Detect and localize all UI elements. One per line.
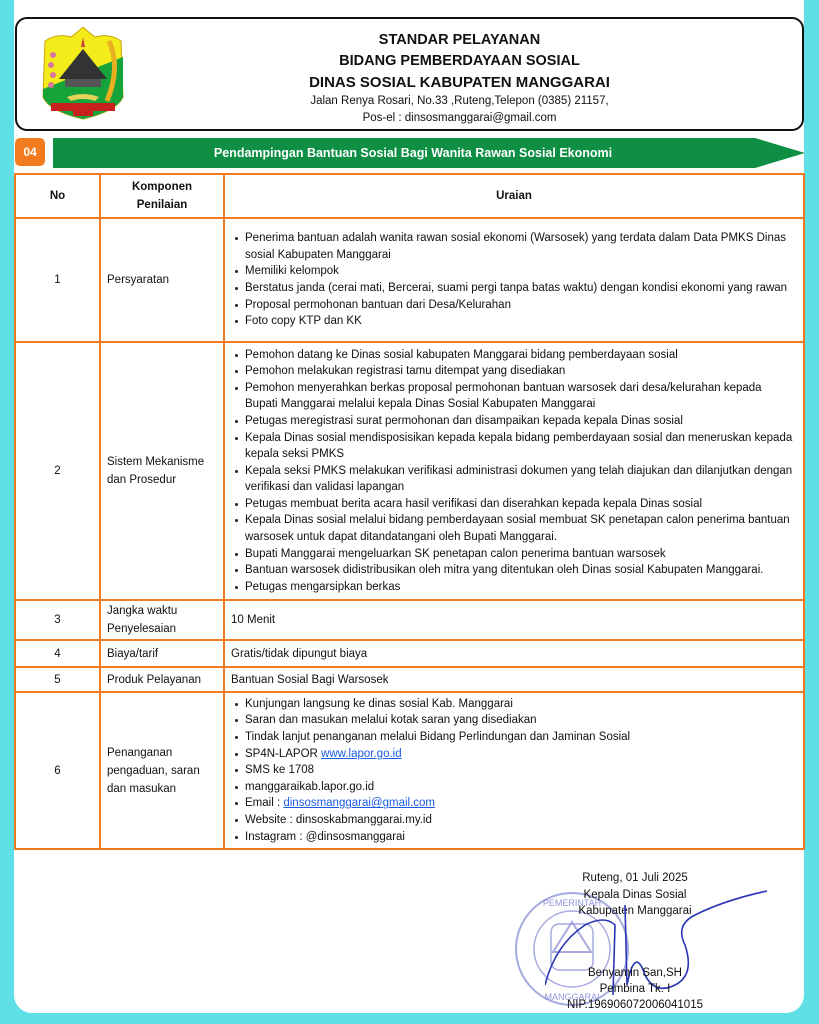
header-no: No — [15, 174, 100, 218]
row-component: Jangka waktu Penyelesaian — [100, 600, 224, 640]
list-item-email — [245, 795, 797, 812]
row-component: Penanganan pengaduan, saran dan masukan — [100, 692, 224, 849]
table-row — [15, 667, 804, 692]
table-header-row — [15, 174, 804, 218]
list-item: Petugas membuat berita acara hasil verifikasi dan diserahkan kepada kepala Dinas sosial — [245, 496, 797, 513]
signatory-name: Benyamin San,SH — [588, 967, 682, 979]
list-item: Website : dinsoskabmanggarai.my.id — [245, 812, 797, 829]
header-description: Uraian — [224, 174, 804, 218]
list-item: Kunjungan langsung ke dinas sosial Kab. Manggarai — [245, 696, 797, 713]
table-row — [15, 342, 804, 600]
row-number: 2 — [15, 342, 100, 600]
row-component: Sistem Mekanisme dan Prosedur — [100, 342, 224, 600]
list-item: Foto copy KTP dan KK — [245, 313, 797, 330]
table-row — [15, 600, 804, 640]
list-item: SMS ke 1708 — [245, 762, 797, 779]
row-number: 6 — [15, 692, 100, 849]
section-title: Pendampingan Bantuan Sosial Bagi Wanita Rawan Sosial Ekonomi — [213, 146, 613, 160]
row-number: 1 — [15, 218, 100, 342]
row-value: Gratis/tidak dipungut biaya — [224, 640, 804, 667]
list-item: Bupati Manggarai mengeluarkan SK penetapan calon penerima bantuan warsosek — [245, 546, 797, 563]
row-description — [224, 692, 804, 849]
signature-position-line1: Kepala Dinas Sosial — [583, 888, 687, 901]
email-link[interactable]: dinsosmanggarai@gmail.com — [283, 797, 435, 810]
signatory-block — [540, 965, 730, 1013]
row-description — [224, 218, 804, 342]
lapor-label: SP4N-LAPOR — [245, 747, 322, 760]
list-item: Berstatus janda (cerai mati, Bercerai, suami pergi tanpa batas waktu) dengan kondisi ekonomi yang rawan — [245, 280, 797, 297]
list-item: Bantuan warsosek didistribusikan oleh mitra yang ditentukan oleh Dinas sosial Kabupaten Manggarai. — [245, 562, 797, 579]
email-label: Email : — [245, 797, 284, 810]
header-component: Komponen Penilaian — [100, 174, 224, 218]
header-email: Pos-el : dinsosmanggarai@gmail.com — [362, 112, 557, 124]
row-component: Biaya/tarif — [100, 640, 224, 667]
header-title-line3: DINAS SOSIAL KABUPATEN MANGGARAI — [309, 74, 610, 91]
row-value: 10 Menit — [224, 600, 804, 640]
header-title-line2: BIDANG PEMBERDAYAAN SOSIAL — [339, 53, 580, 69]
signatory-rank: Pembina Tk. I — [599, 983, 671, 995]
list-item: Pemohon melakukan registrasi tamu ditempat yang disediakan — [245, 363, 797, 380]
signature-position-line2: Kabupaten Manggarai — [578, 905, 692, 917]
list-item: Kepala Dinas sosial melalui bidang pemberdayaan sosial membuat SK penetapan calon penerima bantuan warsosek untuk dapat ditandatangani oleh Bupati Manggarai. — [245, 512, 797, 545]
list-item: Pemohon datang ke Dinas sosial kabupaten Manggarai bidang pemberdayaan sosial — [245, 347, 797, 364]
row-number: 4 — [15, 640, 100, 667]
section-number-badge: 04 — [15, 138, 45, 166]
header-title-line1: STANDAR PELAYANAN — [378, 32, 541, 48]
list-item: Kepala Dinas sosial mendisposisikan kepada kepala bidang pemberdayaan sosial dan meneruskan kepada kepala seksi PMKS — [245, 430, 797, 463]
list-item: Proposal permohonan bantuan dari Desa/Kelurahan — [245, 297, 797, 314]
regency-logo-icon — [37, 27, 129, 123]
header-address: Jalan Renya Rosari, No.33 ,Ruteng,Telepon (0385) 21157, — [310, 95, 609, 107]
list-item: Petugas meregistrasi surat permohonan dan disampaikan kepada kepala Dinas sosial — [245, 413, 797, 430]
table-row — [15, 640, 804, 667]
signature-place-date: Ruteng, 01 Juli 2025 — [582, 872, 688, 884]
list-item: Saran dan masukan melalui kotak saran yang disediakan — [245, 712, 797, 729]
letterhead — [15, 17, 804, 131]
list-item: Pemohon menyerahkan berkas proposal permohonan bantuan warsosek dari desa/kelurahan kepada Bupati Manggarai melalui kepala Dinas Sosial Kabupaten Manggarai — [245, 380, 797, 413]
row-component: Produk Pelayanan — [100, 667, 224, 692]
row-value: Bantuan Sosial Bagi Warsosek — [224, 667, 804, 692]
list-item: Instagram : @dinsosmanggarai — [245, 829, 797, 846]
row-component: Persyaratan — [100, 218, 224, 342]
list-item: Memiliki kelompok — [245, 263, 797, 280]
table-row — [15, 218, 804, 342]
list-item: Penerima bantuan adalah wanita rawan sosial ekonomi (Warsosek) yang terdata dalam Data PMKS Dinas sosial Kabupaten Manggarai — [245, 230, 797, 263]
list-item: Kepala seksi PMKS melakukan verifikasi administrasi dokumen yang telah diajukan dan dilanjutkan dengan verifikasi dan validasi lapangan — [245, 463, 797, 496]
section-banner — [15, 138, 805, 168]
list-item: Petugas mengarsipkan berkas — [245, 579, 797, 596]
service-standard-table — [14, 173, 805, 850]
lapor-link[interactable]: www.lapor.go.id — [321, 747, 402, 760]
row-number: 5 — [15, 667, 100, 692]
list-item-lapor — [245, 746, 797, 763]
signatory-nip: NIP.196906072006041015 — [566, 999, 703, 1011]
table-row — [15, 692, 804, 849]
svg-text:MANGGARAI: MANGGARAI — [544, 992, 600, 1002]
row-number: 3 — [15, 600, 100, 640]
list-item: manggaraikab.lapor.go.id — [245, 779, 797, 796]
row-description — [224, 342, 804, 600]
list-item: Tindak lanjut penanganan melalui Bidang Perlindungan dan Jaminan Sosial — [245, 729, 797, 746]
svg-text:PEMERINTAH: PEMERINTAH — [542, 898, 602, 908]
